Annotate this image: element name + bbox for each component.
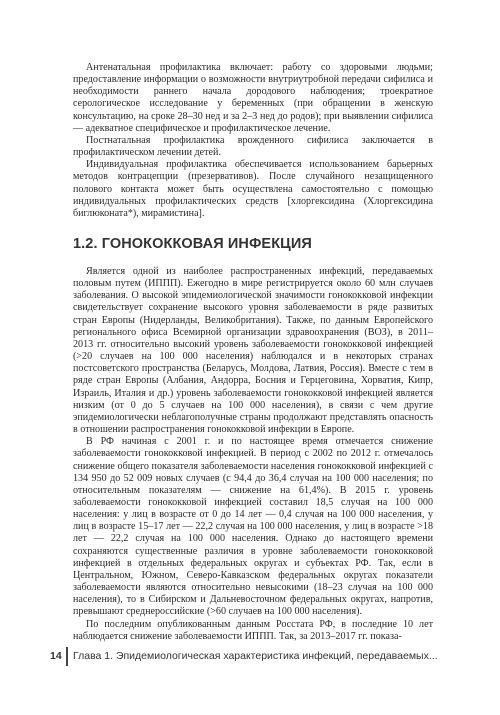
section-heading: 1.2. ГОНОКОККОВАЯ ИНФЕКЦИЯ: [73, 236, 312, 252]
paragraph-individual: Индивидуальная профилактика обеспечивается использованием барьерных методов контрацепции (презервативов). После случайного незащищенного полового контакта может быть осуществлена самостоятельно с помощью индивидуальных профилактических средств [хлоргексидина (Хлоргексидина биглюконата*), мирамистина].: [73, 159, 433, 219]
paragraph-overview: Является одной из наиболее распространенных инфекций, передаваемых половым путем (ИППП). Ежегодно в мире регистрируется около 60 млн случаев заболевания. О высокой эпидемиологической значимости гонококковой инфекции свидетельствует сохранение высокого уровня заболеваемости в ряде развитых стран Европы (Нидерланды, Великобритания). Также, по данным Европейского регионального офиса Всемирной организации здравоохранения (ВОЗ), в 2011–2013 гг. относительно высокий уровень заболеваемости гонококковой инфекцией (>20 случаев на 100 000 населения) наблюдался и в некоторых странах постсоветского пространства (Беларусь, Молдова, Латвия, Россия). Вместе с тем в ряде стран Европы (Албания, Андорра, Босния и Герцеговина, Хорватия, Кипр, Израиль, Италия и др.) уровень заболеваемости гонококковой инфекцией является низким (от 0 до 5 случаев на 100 000 населения), в связи с чем другие эпидемиологически неблагополучные страны продолжают представлять опасность в отношении распространения гонококковой инфекции в Европе.: [73, 266, 433, 436]
section-gonococcal-text: [73, 266, 433, 643]
paragraph-postnatal: Постнатальная профилактика врожденного сифилиса заключается в профилактическом лечении детей.: [73, 134, 433, 159]
paragraph-antenatal: Антенатальная профилактика включает: работу со здоровыми людьми; предоставление информации о возможности внутриутробной передачи сифилиса и необходимости раннего начала дородового наблюдения; троекратное серологическое исследование у беременных (при обращении в женскую консультацию, на сроке 28–30 нед и за 2–3 нед до родов); при выявлении сифилиса — адекватное специфическое и профилактическое лечение.: [73, 62, 433, 134]
page-footer: [50, 648, 450, 666]
section-prevention-text: [73, 62, 433, 220]
page-number: 14: [50, 650, 62, 662]
paragraph-russia: В РФ начиная с 2001 г. и по настоящее время отмечается снижение заболеваемости гонококковой инфекцией. В период с 2002 по 2012 г. отмечалось снижение общего показателя заболеваемости населения гонококковой инфекцией с 134 950 до 52 009 новых случаев (с 94,4 до 36,4 случая на 100 000 населения; по относительным показателям — снижение на 61,4%). В 2015 г. уровень заболеваемости гонококковой инфекцией составил 18,5 случая на 100 000 населения: у лиц в возрасте от 0 до 14 лет — 0,4 случая на 100 000 населения, у лиц в возрасте 15–17 лет — 22,2 случая на 100 000 населения, у лиц в возрасте >18 лет — 22,2 случая на 100 000 населения. Однако до настоящего времени сохраняются существенные различия в уровне заболеваемости гонококковой инфекцией в отдельных федеральных округах и субъектах РФ. Так, если в Центральном, Южном, Северо-Кавказском федеральных округах показатели заболеваемости являются относительно невысокими (18–23 случая на 100 000 населения), то в Сибирском и Дальневосточном федеральных округах, напротив, превышают среднероссийские (>60 случаев на 100 000 населения).: [73, 436, 433, 618]
running-chapter-title: Глава 1. Эпидемиологическая характеристика инфекций, передаваемых...: [73, 650, 438, 662]
footer-divider: [66, 647, 68, 666]
paragraph-rosstat: По последним опубликованным данным Росстата РФ, в последние 10 лет наблюдается снижение заболеваемости ИППП. Так, за 2013–2017 гг. показа-: [73, 618, 433, 642]
